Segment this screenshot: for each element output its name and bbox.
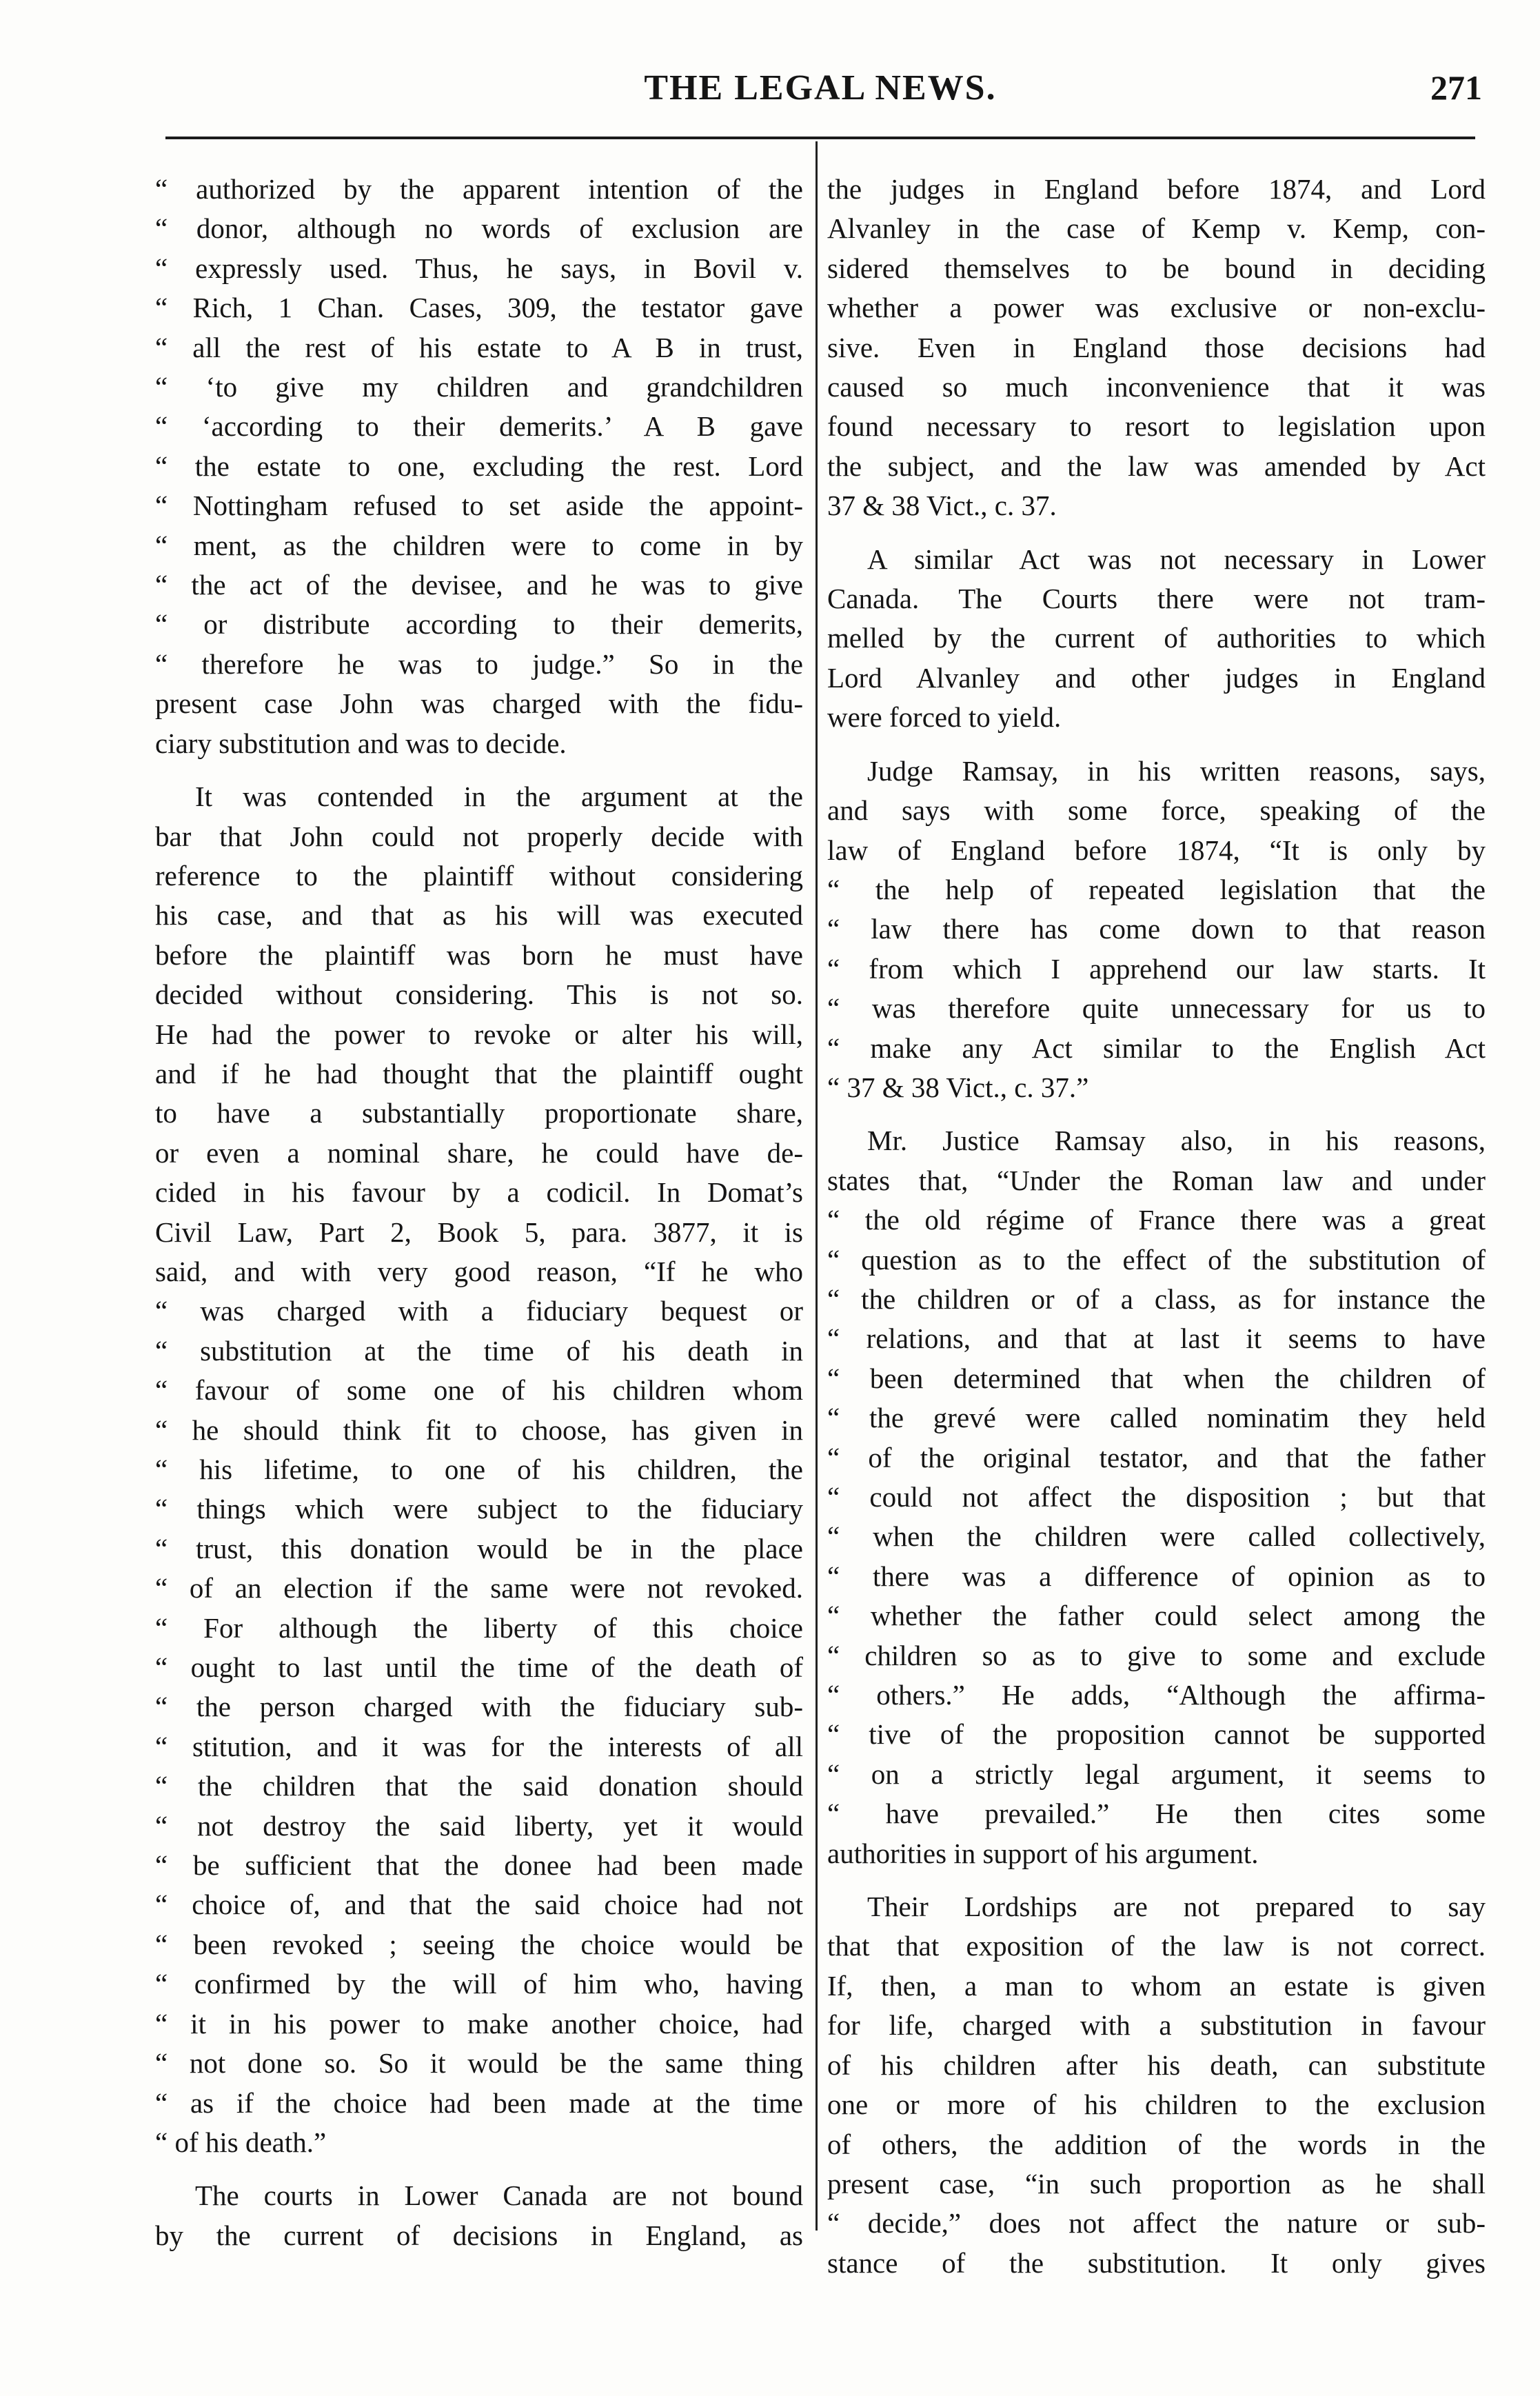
text-line: “ of his death.” <box>155 2126 327 2158</box>
paragraph <box>155 777 803 2162</box>
text-line: “ question as to the effect of the substitution of <box>827 1243 1486 1276</box>
text-line: decided without considering. This is not so. <box>155 978 803 1011</box>
text-line: “ not destroy the said liberty, yet it would <box>155 1809 803 1842</box>
text-line: “ was charged with a fiduciary bequest or <box>155 1295 803 1327</box>
text-line: “ substitution at the time of his death in <box>155 1334 803 1367</box>
text-line: ciary substitution and was to decide. <box>155 727 567 759</box>
text-line: “ of an election if the same were not revoked. <box>155 1572 803 1604</box>
text-line: Alvanley in the case of Kemp v. Kemp, con- <box>827 212 1486 245</box>
text-line: “ all the rest of his estate to A B in trust, <box>155 331 803 363</box>
paragraph <box>155 170 803 763</box>
text-line: “ others.” He adds, “Although the affirma- <box>827 1679 1486 1711</box>
text-line: “ as if the choice had been made at the time <box>155 2086 803 2119</box>
text-line: and if he had thought that the plaintiff ought <box>155 1057 803 1089</box>
text-line: found necessary to resort to legislation upon <box>827 410 1486 443</box>
text-line: “ therefore he was to judge.” So in the <box>155 647 803 680</box>
text-line: “ decide,” does not affect the nature or sub- <box>827 2207 1486 2239</box>
text-line: one or more of his children to the exclusion <box>827 2088 1486 2121</box>
text-line: of his children after his death, can substitute <box>827 2048 1486 2081</box>
text-line: Civil Law, Part 2, Book 5, para. 3877, it is <box>155 1216 803 1248</box>
text-line: for life, charged with a substitution in favour <box>827 2009 1486 2042</box>
text-line: to have a substantially proportionate share, <box>155 1097 803 1129</box>
right-column <box>827 170 1486 2283</box>
text-line: “ have prevailed.” He then cites some <box>827 1798 1486 1830</box>
text-line: “ from which I apprehend our law starts. It <box>827 952 1486 985</box>
text-line: It was contended in the argument at the <box>195 781 803 813</box>
text-line: “ the grevé were called nominatim they held <box>827 1402 1486 1434</box>
text-line: The courts in Lower Canada are not bound <box>195 2179 803 2212</box>
text-line: “ the old régime of France there was a great <box>827 1204 1486 1236</box>
text-line: before the plaintiff was born he must have <box>155 938 803 971</box>
text-line: that that exposition of the law is not correct. <box>827 1930 1486 1962</box>
text-line: his case, and that as his will was executed <box>155 899 803 932</box>
text-line: “ whether the father could select among the <box>827 1600 1486 1632</box>
text-line: “ when the children were called collectively, <box>827 1520 1486 1553</box>
text-line: “ expressly used. Thus, he says, in Bovil v. <box>155 252 803 284</box>
text-line: cided in his favour by a codicil. In Domat’s <box>155 1176 803 1209</box>
paragraph <box>155 2176 803 2255</box>
text-line: Mr. Justice Ramsay also, in his reasons, <box>867 1125 1486 1157</box>
text-line: “ confirmed by the will of him who, having <box>155 1968 803 2000</box>
text-line: “ things which were subject to the fiduciary <box>155 1493 803 1525</box>
text-line: “ donor, although no words of exclusion are <box>155 212 803 245</box>
text-line: “ authorized by the apparent intention of the <box>155 173 803 205</box>
text-line: law of England before 1874, “It is only by <box>827 834 1486 866</box>
text-line: “ ‘to give my children and grandchildren <box>155 371 803 403</box>
text-line: Their Lordships are not prepared to say <box>867 1891 1486 1923</box>
paragraph <box>827 540 1486 738</box>
text-line: “ it in his power to make another choice, had <box>155 2007 803 2040</box>
paragraph <box>827 752 1486 1108</box>
page-number: 271 <box>1430 68 1482 107</box>
text-line: “ there was a difference of opinion as to <box>827 1560 1486 1592</box>
text-line: states that, “Under the Roman law and under <box>827 1164 1486 1196</box>
text-line: “ ‘according to their demerits.’ A B gave <box>155 410 803 443</box>
text-line: reference to the plaintiff without considering <box>155 859 803 892</box>
text-line: “ the estate to one, excluding the rest. Lord <box>155 450 803 482</box>
text-line: or even a nominal share, he could have de- <box>155 1136 803 1169</box>
paragraph <box>827 1887 1486 2283</box>
text-line: “ of the original testator, and that the father <box>827 1441 1486 1473</box>
text-line: “ was therefore quite unnecessary for us to <box>827 992 1486 1025</box>
text-line: “ Nottingham refused to set aside the appoint- <box>155 490 803 522</box>
paragraph <box>827 1121 1486 1873</box>
text-line: “ could not affect the disposition ; but that <box>827 1481 1486 1513</box>
paragraph <box>827 170 1486 526</box>
text-line: said, and with very good reason, “If he who <box>155 1255 803 1287</box>
text-line: and says with some force, speaking of the <box>827 794 1486 827</box>
text-line: If, then, a man to whom an estate is given <box>827 1969 1486 2002</box>
text-line: “ his lifetime, to one of his children, the <box>155 1453 803 1485</box>
text-line: “ make any Act similar to the English Act <box>827 1031 1486 1064</box>
text-line: “ relations, and that at last it seems to have <box>827 1322 1486 1355</box>
text-line: “ children so as to give to some and exclude <box>827 1639 1486 1671</box>
text-line: Judge Ramsay, in his written reasons, says, <box>867 754 1486 787</box>
text-line: “ 37 & 38 Vict., c. 37.” <box>827 1071 1089 1103</box>
text-line: “ For although the liberty of this choice <box>155 1611 803 1644</box>
text-line: “ favour of some one of his children whom <box>155 1374 803 1407</box>
text-line: sive. Even in England those decisions had <box>827 331 1486 363</box>
text-line: of others, the addition of the words in the <box>827 2128 1486 2160</box>
text-line: “ trust, this donation would be in the place <box>155 1532 803 1564</box>
text-line: “ or distribute according to their demerits, <box>155 608 803 641</box>
text-line: “ been revoked ; seeing the choice would be <box>155 1928 803 1960</box>
text-line: “ the person charged with the fiduciary sub- <box>155 1691 803 1723</box>
text-line: “ choice of, and that the said choice had not <box>155 1889 803 1921</box>
text-line: the subject, and the law was amended by Act <box>827 450 1486 482</box>
text-line: “ on a strictly legal argument, it seems to <box>827 1758 1486 1790</box>
text-line: caused so much inconvenience that it was <box>827 371 1486 403</box>
text-line: He had the power to revoke or alter his will, <box>155 1018 803 1050</box>
text-line: bar that John could not properly decide with <box>155 820 803 852</box>
text-line: present case John was charged with the fidu- <box>155 687 803 720</box>
text-line: sidered themselves to be bound in deciding <box>827 252 1486 284</box>
text-line: Canada. The Courts there were not tram- <box>827 583 1486 615</box>
text-line: “ he should think fit to choose, has given in <box>155 1413 803 1446</box>
column-divider <box>815 141 818 2231</box>
text-line: “ the act of the devisee, and he was to give <box>155 569 803 601</box>
journal-title: THE LEGAL NEWS. <box>644 68 997 108</box>
text-line: A similar Act was not necessary in Lower <box>867 543 1486 575</box>
text-line: “ been determined that when the children of <box>827 1362 1486 1394</box>
text-line: “ the children or of a class, as for instance the <box>827 1282 1486 1315</box>
text-line: by the current of decisions in England, as <box>155 2219 803 2251</box>
text-line: “ be sufficient that the donee had been made <box>155 1849 803 1882</box>
text-line: “ Rich, 1 Chan. Cases, 309, the testator gave <box>155 292 803 324</box>
header-rule <box>165 137 1475 139</box>
text-line: “ law there has come down to that reason <box>827 913 1486 945</box>
left-column <box>155 170 803 2255</box>
text-line: 37 & 38 Vict., c. 37. <box>827 490 1057 522</box>
text-line: “ the children that the said donation should <box>155 1770 803 1802</box>
text-line: authorities in support of his argument. <box>827 1837 1259 1869</box>
text-line: “ ment, as the children were to come in by <box>155 529 803 561</box>
text-line: melled by the current of authorities to which <box>827 622 1486 654</box>
text-line: present case, “in such proportion as he shall <box>827 2167 1486 2199</box>
text-line: were forced to yield. <box>827 701 1062 734</box>
text-line: “ stitution, and it was for the interests of all <box>155 1730 803 1762</box>
text-line: “ the help of repeated legislation that the <box>827 873 1486 905</box>
text-line: “ ought to last until the time of the death of <box>155 1651 803 1684</box>
text-line: stance of the substitution. It only gives <box>827 2246 1486 2279</box>
running-header <box>159 68 1482 116</box>
text-line: whether a power was exclusive or non-exclu- <box>827 292 1486 324</box>
text-line: “ not done so. So it would be the same thing <box>155 2047 803 2080</box>
text-line: “ tive of the proposition cannot be supported <box>827 1718 1486 1751</box>
text-line: the judges in England before 1874, and Lord <box>827 173 1486 205</box>
text-line: Lord Alvanley and other judges in England <box>827 661 1486 694</box>
